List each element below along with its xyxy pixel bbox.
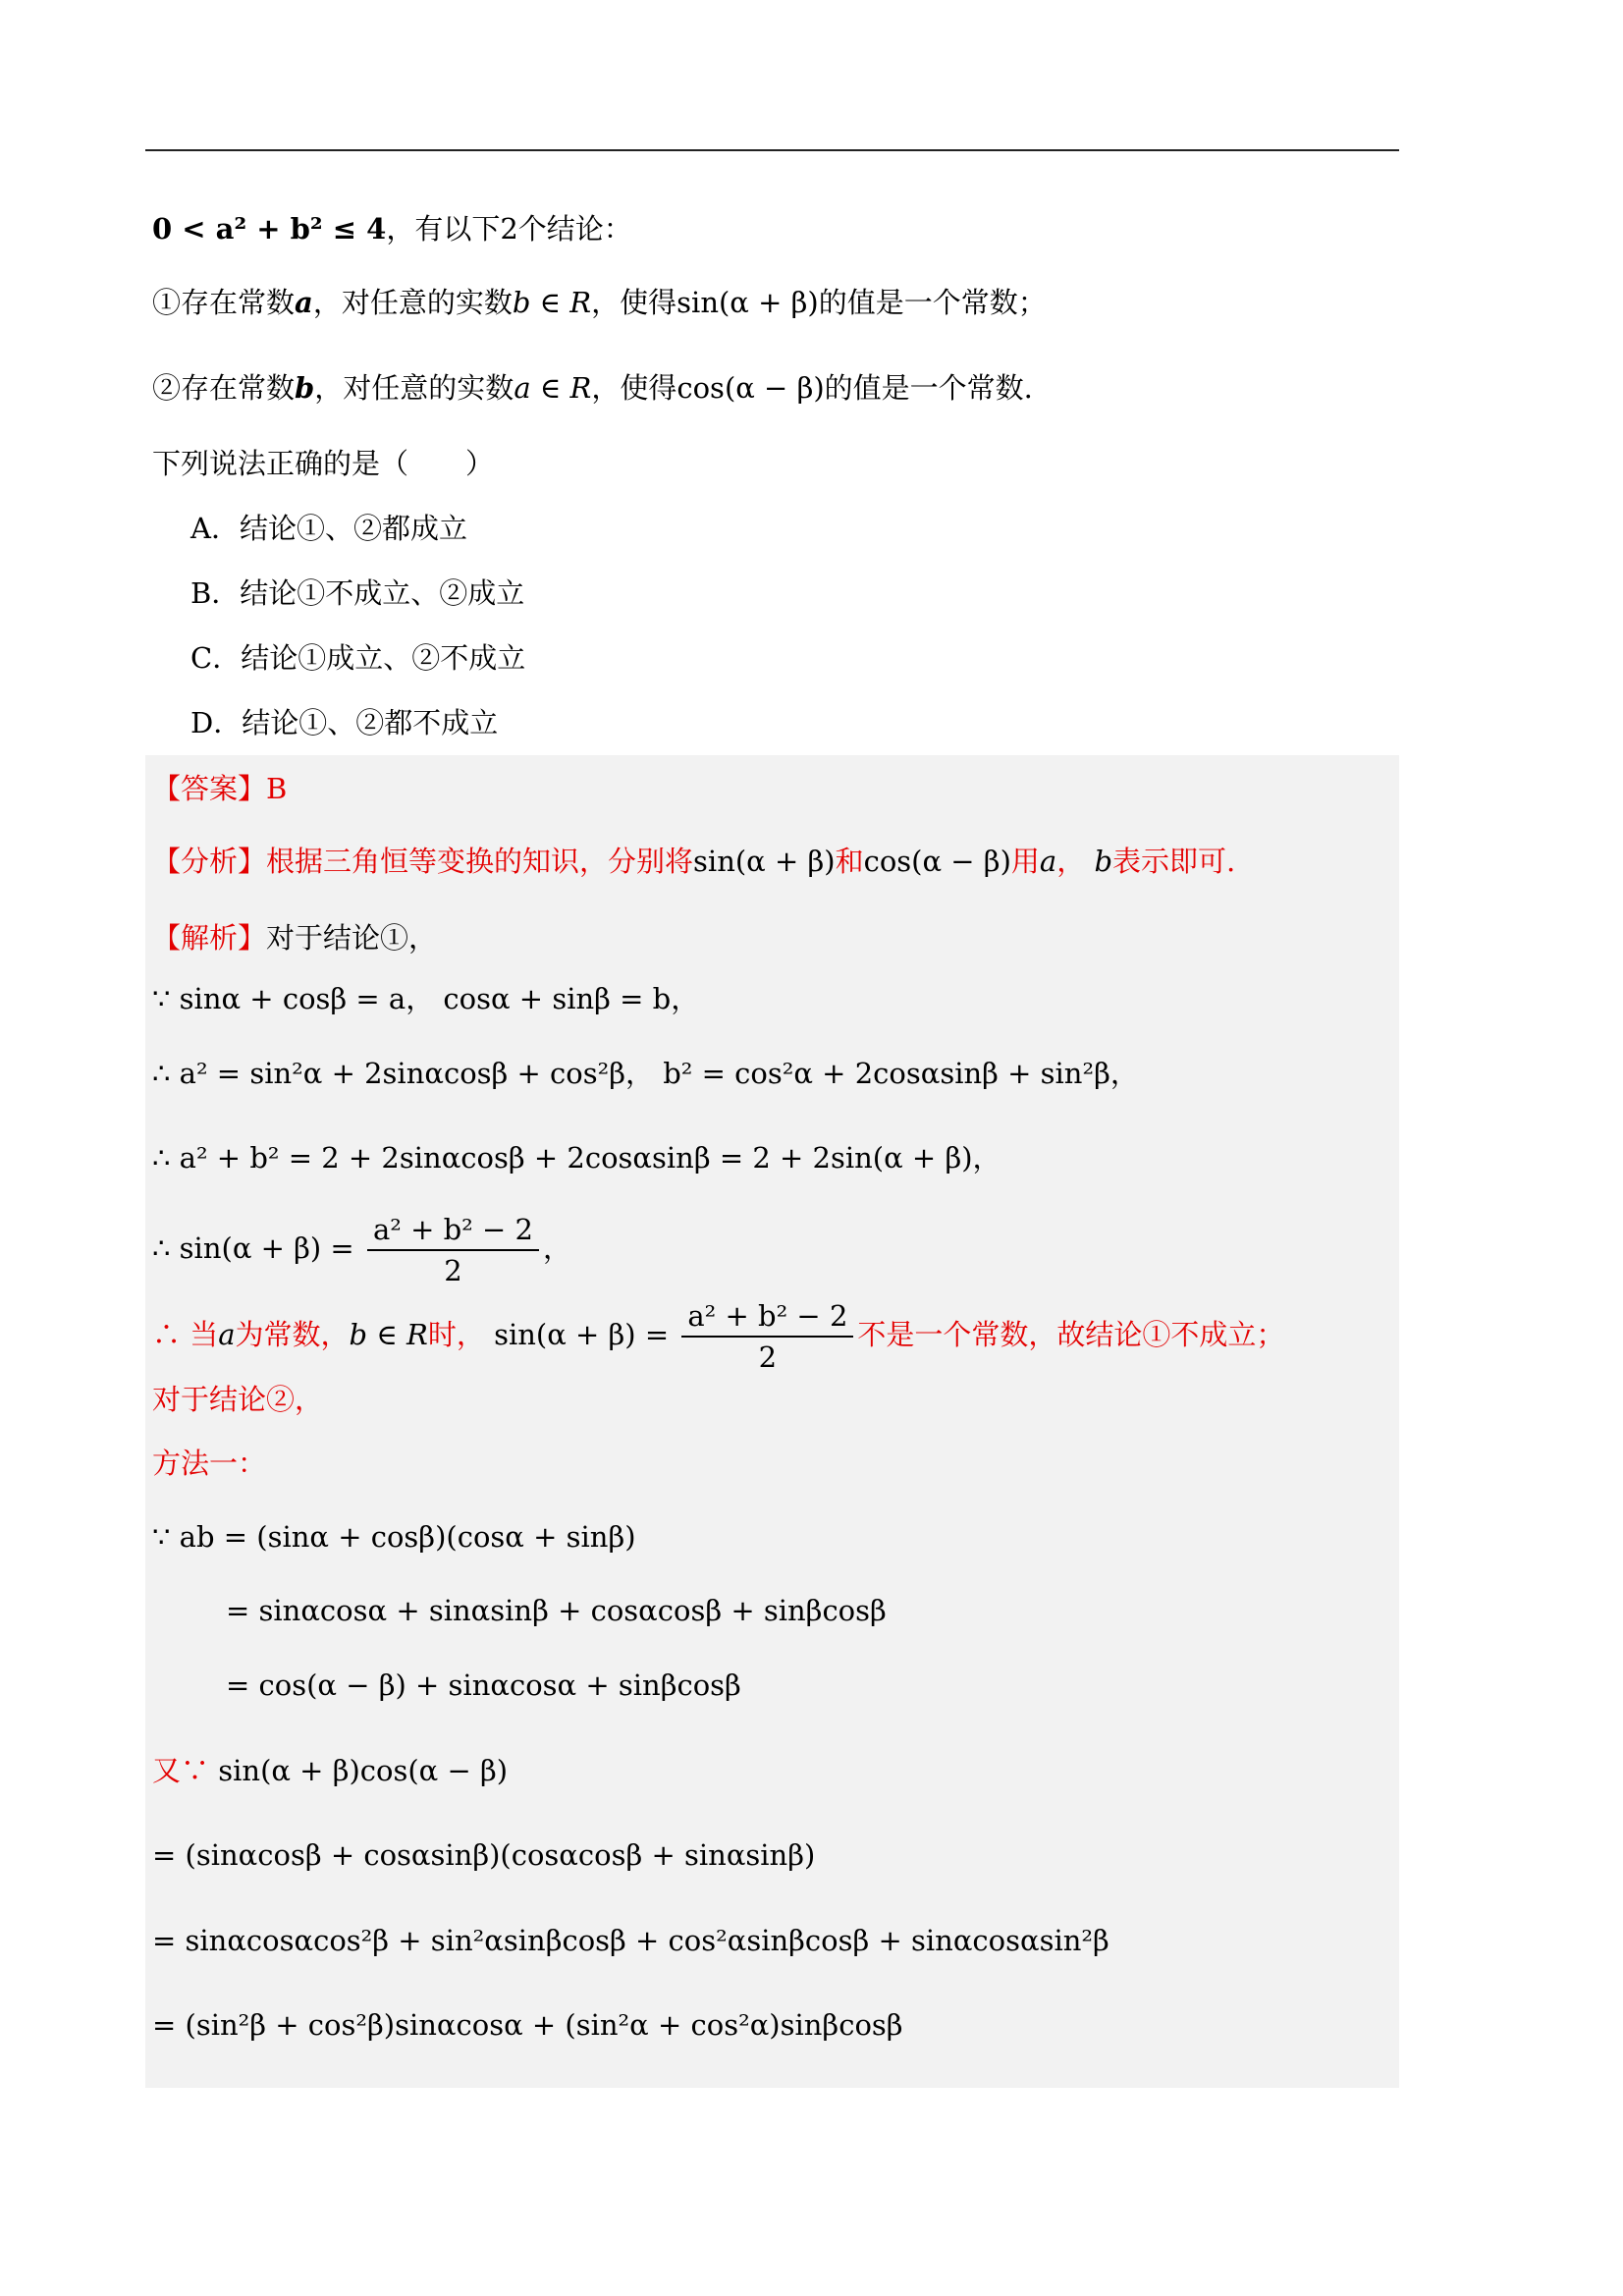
- const-text-c: 时，: [427, 1318, 485, 1351]
- analysis-expr-2: cos(α − β): [863, 845, 1011, 878]
- option-b: B．结论①不成立、②成立: [190, 576, 525, 610]
- statement-2-set: a ∈ R: [514, 371, 592, 405]
- statement-2-var: b: [295, 371, 315, 405]
- statement-1-label: ①存在常数: [152, 286, 296, 319]
- also-line: [152, 1751, 508, 1790]
- ab-line-1: ∵ ab = (sinα + cosβ)(cosα + sinβ): [152, 1520, 636, 1554]
- const-text-a: ∴ 当: [152, 1318, 219, 1351]
- analysis-text-3: 用: [1010, 845, 1040, 878]
- statement-1-expr: sin(α + β): [676, 286, 819, 319]
- const-var: a: [218, 1318, 236, 1351]
- question-prompt: 下列说法正确的是（ ）: [152, 447, 495, 480]
- analysis-var-b: b: [1094, 845, 1113, 878]
- part-2-heading: 对于结论②，: [152, 1383, 324, 1416]
- fraction-1-numerator: a² + b² − 2: [367, 1210, 539, 1251]
- fraction-2-denominator: 2: [758, 1340, 778, 1374]
- step-because: ∵ sinα + cosβ = a， cosα + sinβ = b，: [152, 982, 700, 1015]
- step-sin-fraction: [152, 1210, 571, 1290]
- analysis-label: 【分析】: [152, 845, 267, 878]
- also-label: 又∵: [152, 1754, 210, 1787]
- method-1-heading: 方法一：: [152, 1447, 267, 1480]
- statement-1-var: a: [295, 286, 313, 319]
- answer-label: 【答案】: [152, 772, 267, 805]
- analysis-sep: ，: [1056, 845, 1086, 878]
- product-line-1: = (sinαcosβ + cosαsinβ)(cosαcosβ + sinαsinβ): [152, 1838, 816, 1872]
- statement-2-mid: ，对任意的实数: [314, 371, 514, 405]
- statement-1-mid2: ，使得: [591, 286, 677, 319]
- option-c: C．结论①成立、②不成立: [190, 641, 526, 675]
- step-squares: ∴ a² = sin²α + 2sinαcosβ + cos²β， b² = cos²α + 2cosαsinβ + sin²β，: [152, 1057, 1139, 1090]
- analysis-line: [152, 842, 1235, 881]
- step-not-constant: [152, 1296, 1284, 1377]
- step-sum: ∴ a² + b² = 2 + 2sinαcosβ + 2cosαsinβ = 2 + 2sin(α + β)，: [152, 1141, 1001, 1175]
- statement-1-end: 的值是一个常数；: [818, 286, 1047, 319]
- detail-label: 【解析】: [152, 921, 267, 955]
- const-text-b: 为常数，: [235, 1318, 350, 1351]
- const-set: b ∈ R: [349, 1318, 428, 1351]
- header-rule: [145, 149, 1399, 151]
- analysis-expr-1: sin(α + β): [693, 845, 836, 878]
- sin-lhs: ∴ sin(α + β) =: [152, 1231, 354, 1265]
- fraction-1: [367, 1210, 539, 1290]
- also-expr: sin(α + β)cos(α − β): [218, 1754, 509, 1787]
- fraction-1-denominator: 2: [444, 1254, 462, 1287]
- sin-end: ，: [542, 1231, 571, 1265]
- option-a: A．结论①、②都成立: [190, 512, 467, 545]
- statement-2-mid2: ，使得: [591, 371, 677, 405]
- detail-text: 对于结论①，: [266, 921, 438, 955]
- option-d: D．结论①、②都不成立: [190, 706, 499, 739]
- analysis-text-4: 表示即可.: [1112, 845, 1236, 878]
- statement-2-end: 的值是一个常数.: [824, 371, 1033, 405]
- analysis-text-1: 根据三角恒等变换的知识，分别将: [266, 845, 694, 878]
- answer-value: B: [266, 772, 288, 805]
- const-end: 不是一个常数，故结论①不成立；: [857, 1318, 1285, 1351]
- statement-2-expr: cos(α − β): [676, 371, 825, 405]
- statement-1-mid: ，对任意的实数: [312, 286, 513, 319]
- detail-line: [152, 918, 437, 957]
- statement-2-label: ②存在常数: [152, 371, 296, 405]
- condition-text: ，有以下2个结论：: [386, 212, 632, 246]
- fraction-2-numerator: a² + b² − 2: [681, 1296, 853, 1338]
- condition-line: [152, 209, 632, 248]
- product-line-2: = sinαcosαcos²β + sin²αsinβcosβ + cos²αsinβcosβ + sinαcosαsin²β: [152, 1924, 1109, 1957]
- product-line-3: = (sin²β + cos²β)sinαcosα + (sin²α + cos²α)sinβcosβ: [152, 2008, 903, 2042]
- statement-2: [152, 368, 1033, 408]
- fraction-2: [681, 1296, 853, 1377]
- statement-1: [152, 283, 1047, 322]
- condition-math: 0 < a² + b² ≤ 4: [152, 212, 387, 246]
- const-expr: sin(α + β) =: [494, 1318, 670, 1351]
- analysis-var-a: a: [1039, 845, 1057, 878]
- answer-line: [152, 769, 287, 808]
- ab-line-2: = sinαcosα + sinαsinβ + cosαcosβ + sinβcosβ: [226, 1594, 887, 1627]
- analysis-text-2: 和: [835, 845, 864, 878]
- ab-line-3: = cos(α − β) + sinαcosα + sinβcosβ: [226, 1668, 741, 1702]
- statement-1-set: b ∈ R: [512, 286, 592, 319]
